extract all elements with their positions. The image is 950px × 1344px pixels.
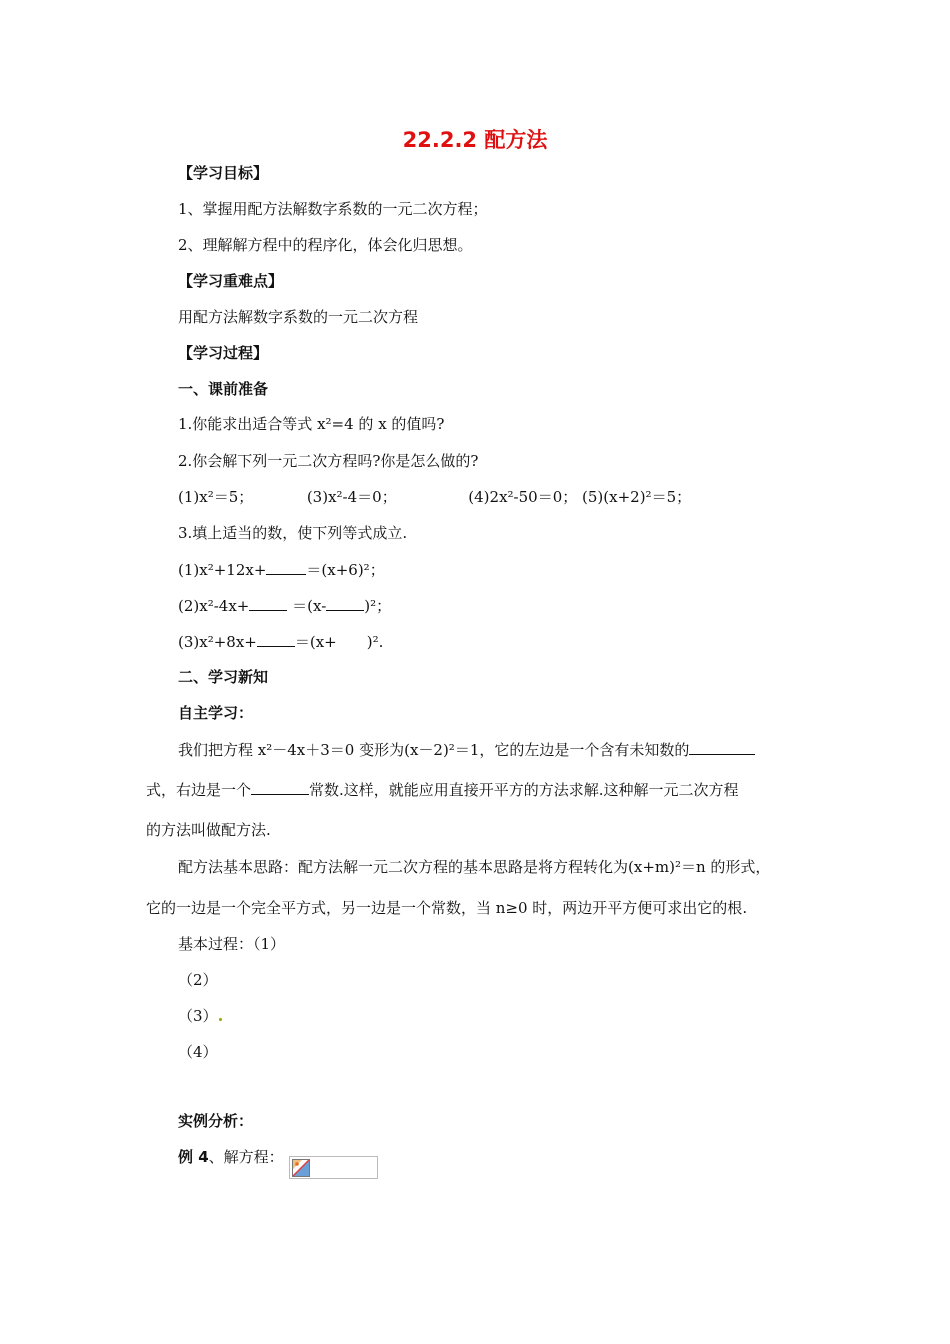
equation-3: (3)x²-4＝0； [306, 488, 397, 506]
question-2-equations [178, 487, 691, 507]
section-key-heading: 【学习重难点】 [178, 272, 284, 290]
para-1-text-b: 式，右边是一个 [146, 781, 252, 799]
fill-3-left: (3)x²+8x+ [178, 633, 257, 651]
question-1: 1.你能求出适合等式 x²=4 的 x 的值吗? [178, 415, 445, 433]
part-2-heading: 二、学习新知 [178, 668, 269, 686]
goal-2: 2、理解解方程中的程序化，体会化归思想。 [178, 236, 473, 254]
steps-label: 基本过程：（1） [178, 935, 286, 953]
para-1-line-1 [178, 739, 755, 760]
para-2-line-2: 它的一边是一个完全平方式，另一边是一个常数，当 n≥0 时，两边开平方便可求出它的根. [146, 899, 748, 917]
fill-2 [178, 595, 391, 616]
equation-1: (1)x²＝5； [178, 488, 254, 506]
goal-1: 1、掌握用配方法解数字系数的一元二次方程； [178, 200, 488, 218]
dot-mark [219, 1018, 222, 1021]
step-3-label: （3） [178, 1007, 218, 1025]
fill-3 [178, 631, 383, 652]
page-title: 22.2.2 配方法 [402, 128, 548, 152]
fill-1-right: ＝(x+6)²； [306, 561, 385, 579]
key-text: 用配方法解数字系数的一元二次方程 [178, 308, 419, 326]
example-4-label: 例 4 [178, 1148, 209, 1166]
fill-2-right: )²； [364, 597, 392, 615]
section-goals-heading: 【学习目标】 [178, 164, 269, 182]
para-1-blank-2[interactable] [251, 779, 309, 795]
fill-2-blank-1[interactable] [249, 595, 287, 611]
equation-image-placeholder [289, 1156, 378, 1179]
fill-1 [178, 559, 385, 580]
para-1-text-a: 我们把方程 x²－4x＋3＝0 变形为(x－2)²＝1，它的左边是一个含有未知数的 [178, 741, 690, 759]
step-2: （2） [178, 971, 218, 989]
equation-5: (5)(x+2)²＝5； [582, 488, 692, 506]
example-4-text: 、解方程： [208, 1148, 284, 1166]
para-1-line-2 [146, 779, 739, 800]
self-study-heading: 自主学习： [178, 704, 254, 722]
para-1-line-3: 的方法叫做配方法. [146, 821, 271, 839]
para-2-line-1: 配方法基本思路：配方法解一元二次方程的基本思路是将方程转化为(x+m)²＝n 的形式， [178, 858, 771, 876]
fill-2-mid: ＝(x- [292, 597, 327, 615]
example-analysis-heading: 实例分析： [178, 1112, 254, 1130]
para-1-blank-1[interactable] [689, 739, 755, 755]
fill-3-right: )². [366, 633, 384, 651]
fill-2-left: (2)x²-4x+ [178, 597, 250, 615]
broken-image-icon [292, 1159, 310, 1177]
section-process-heading: 【学习过程】 [178, 344, 269, 362]
fill-3-blank-1[interactable] [257, 631, 295, 647]
fill-2-blank-2[interactable] [326, 595, 364, 611]
fill-3-mid: ＝(x+ [294, 633, 337, 651]
question-3: 3.填上适当的数，使下列等式成立. [178, 524, 408, 542]
example-4 [178, 1147, 284, 1167]
step-3 [178, 1006, 223, 1026]
fill-1-left: (1)x²+12x+ [178, 561, 267, 579]
fill-1-blank[interactable] [266, 559, 306, 575]
equation-4: (4)2x²-50＝0； [468, 488, 578, 506]
part-1-heading: 一、课前准备 [178, 380, 269, 398]
step-4: （4） [178, 1043, 218, 1061]
question-2: 2.你会解下列一元二次方程吗?你是怎么做的? [178, 452, 479, 470]
para-1-text-c: 常数.这样，就能应用直接开平方的方法求解.这种解一元二次方程 [309, 781, 739, 799]
